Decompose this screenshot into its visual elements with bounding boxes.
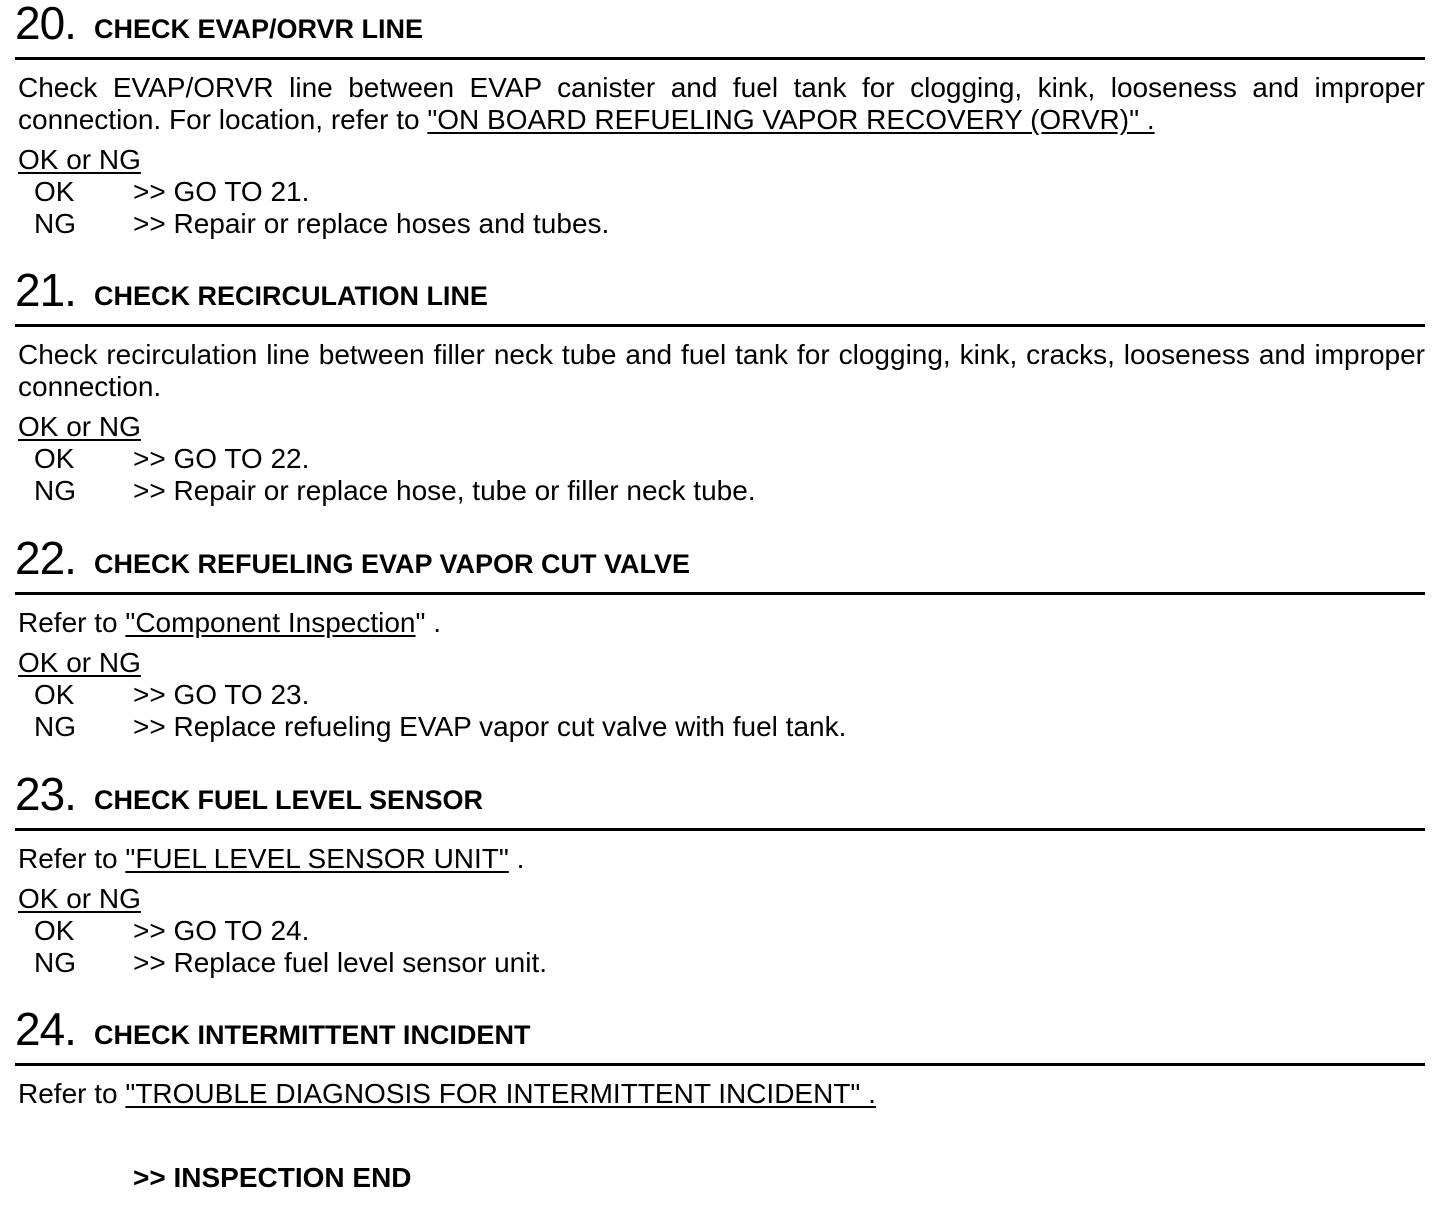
step-number: 23.: [15, 768, 76, 820]
description-text: Refer to: [18, 607, 126, 638]
ok-action: >> GO TO 24.: [133, 915, 310, 946]
ok-key: OK: [34, 176, 75, 207]
ok-key: OK: [34, 915, 75, 946]
step-body: [15, 60, 1425, 240]
ng-result: [34, 208, 1425, 240]
ng-key: NG: [34, 475, 76, 506]
step-description: [18, 72, 1425, 136]
component-inspection-link[interactable]: "Component Inspection: [125, 607, 416, 638]
ok-result: [34, 176, 1425, 208]
step-title: CHECK INTERMITTENT INCIDENT: [93, 1020, 531, 1050]
ok-action: >> GO TO 22.: [133, 443, 310, 474]
step-22: [15, 532, 1425, 743]
fuel-level-sensor-unit-link[interactable]: "FUEL LEVEL SENSOR UNIT": [125, 843, 509, 874]
step-number: 20.: [15, 0, 76, 49]
step-body: [15, 327, 1425, 507]
ng-result: [34, 711, 1425, 743]
ok-result: [34, 443, 1425, 475]
description-text: Check EVAP/ORVR line between EVAP canister and fuel tank for clogging, kink, looseness and improper connection. For location, refer to: [18, 72, 1425, 135]
step-header: [15, 768, 1425, 831]
step-description: [18, 843, 1425, 875]
description-tail: " .: [415, 607, 442, 638]
step-header: [15, 532, 1425, 595]
ng-key: NG: [34, 947, 76, 978]
ok-or-ng-label: OK or NG: [18, 411, 141, 442]
ok-result: [34, 679, 1425, 711]
step-21: [15, 264, 1425, 507]
ng-action: >> Repair or replace hoses and tubes.: [133, 208, 610, 239]
step-header: [15, 264, 1425, 327]
step-body: [15, 1066, 1425, 1110]
step-body: [15, 595, 1425, 743]
description-text: Refer to: [18, 843, 126, 874]
description-text: Check recirculation line between filler neck tube and fuel tank for clogging, kink, cracks, looseness and improper connection.: [18, 339, 1425, 402]
ok-action: >> GO TO 23.: [133, 679, 310, 710]
ng-action: >> Replace fuel level sensor unit.: [133, 947, 548, 978]
description-text: Refer to: [18, 1078, 126, 1109]
ng-key: NG: [34, 208, 76, 239]
step-header: [15, 1003, 1425, 1066]
step-title: CHECK EVAP/ORVR LINE: [93, 14, 424, 44]
ng-result: [34, 475, 1425, 507]
ok-action: >> GO TO 21.: [133, 176, 310, 207]
step-number: 21.: [15, 264, 76, 316]
step-description: [18, 339, 1425, 403]
intermittent-incident-link[interactable]: "TROUBLE DIAGNOSIS FOR INTERMITTENT INCIDENT" .: [125, 1078, 876, 1109]
step-24: [15, 1003, 1425, 1110]
step-body: [15, 831, 1425, 979]
ok-key: OK: [34, 443, 75, 474]
step-title: CHECK FUEL LEVEL SENSOR: [93, 785, 484, 815]
step-description: [18, 1078, 1425, 1110]
ok-or-ng-label: OK or NG: [18, 647, 141, 678]
ng-key: NG: [34, 711, 76, 742]
step-23: [15, 768, 1425, 979]
ok-or-ng-label: OK or NG: [18, 883, 141, 914]
step-number: 22.: [15, 532, 76, 584]
description-tail: .: [508, 843, 525, 874]
step-header: [15, 0, 1425, 60]
ok-or-ng-label: OK or NG: [18, 144, 141, 175]
orvr-link[interactable]: "ON BOARD REFUELING VAPOR RECOVERY (ORVR)" .: [427, 104, 1155, 135]
ok-key: OK: [34, 679, 75, 710]
step-number: 24.: [15, 1003, 76, 1055]
step-description: [18, 607, 1425, 639]
step-title: CHECK REFUELING EVAP VAPOR CUT VALVE: [93, 549, 691, 579]
ng-action: >> Replace refueling EVAP vapor cut valve with fuel tank.: [133, 711, 847, 742]
ng-action: >> Repair or replace hose, tube or filler neck tube.: [133, 475, 756, 506]
step-20: [15, 0, 1425, 240]
ng-result: [34, 947, 1425, 979]
inspection-end: >> INSPECTION END: [133, 1162, 412, 1193]
step-title: CHECK RECIRCULATION LINE: [93, 281, 488, 311]
ok-result: [34, 915, 1425, 947]
